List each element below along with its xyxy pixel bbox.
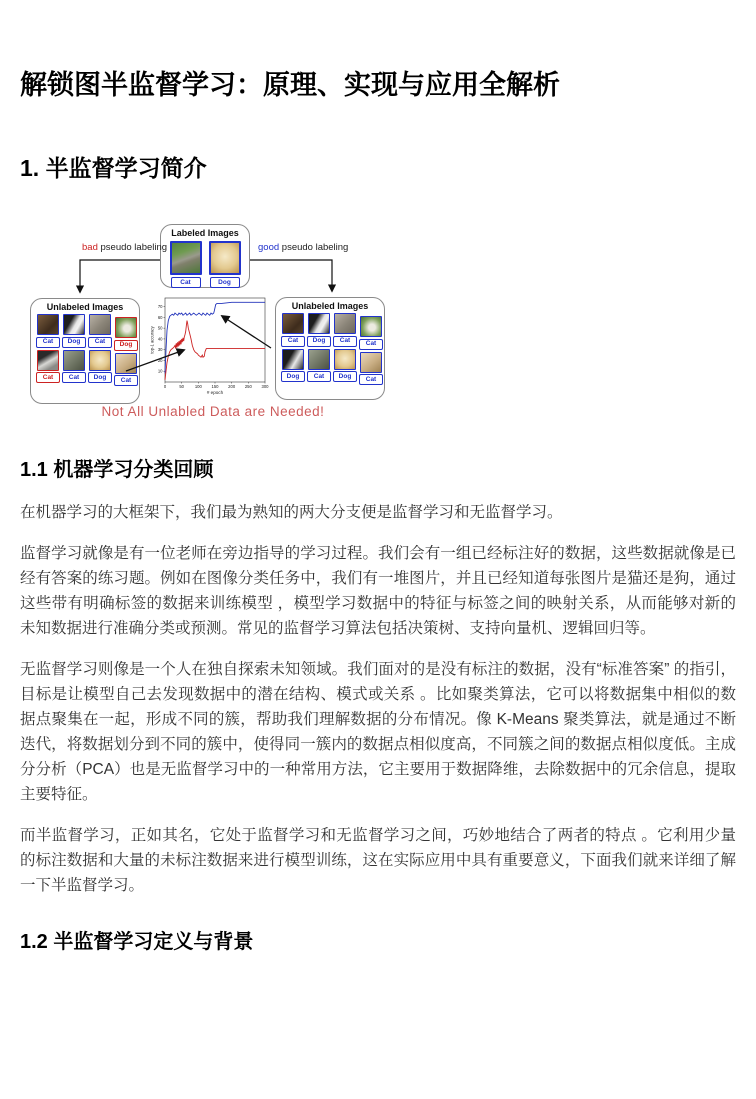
svg-text:150: 150 xyxy=(211,384,219,389)
section-1-heading: 1. 半监督学习简介 xyxy=(20,155,207,181)
bad-word: bad xyxy=(82,242,98,253)
pseudo-label-tag: Cat xyxy=(307,371,331,382)
unlabeled-left-grid xyxy=(31,313,139,383)
unlabeled-right-title: Unlabeled Images xyxy=(291,301,369,311)
animal-photo xyxy=(334,349,356,370)
unlabeled-images-box-right xyxy=(275,297,385,400)
unlabeled-item xyxy=(307,349,331,383)
animal-photo xyxy=(115,353,137,374)
dog-photo xyxy=(209,241,241,275)
unlabeled-item xyxy=(333,313,357,347)
svg-text:top-1 accuracy: top-1 accuracy xyxy=(149,326,155,354)
unlabeled-item xyxy=(36,350,60,384)
label-tag: Cat xyxy=(171,277,201,288)
svg-text:0: 0 xyxy=(163,384,167,389)
page-title: 解锁图半监督学习：原理、实现与应用全解析 xyxy=(20,70,560,100)
svg-text:70: 70 xyxy=(157,304,163,310)
pseudo-label-tag: Cat xyxy=(281,336,305,347)
pseudo-label-tag: Dog xyxy=(281,371,305,382)
animal-photo xyxy=(89,314,111,335)
unlabeled-item xyxy=(281,349,305,383)
pseudo-label-tag: Cat xyxy=(359,339,383,350)
animal-photo xyxy=(334,313,356,334)
pseudo-label-tag: Cat xyxy=(88,337,112,348)
unlabeled-item xyxy=(307,313,331,347)
labeled-item xyxy=(170,241,202,288)
animal-photo xyxy=(282,349,304,370)
svg-text:# epoch: # epoch xyxy=(206,390,224,395)
animal-photo xyxy=(63,350,85,371)
unlabeled-item xyxy=(359,352,383,386)
bad-pseudo-labeling-label xyxy=(82,242,168,253)
bad-rest: pseudo labeling xyxy=(97,242,168,253)
svg-text:250: 250 xyxy=(244,384,252,389)
unlabeled-item xyxy=(88,314,112,348)
unlabeled-item xyxy=(359,316,383,350)
paragraph-overview: 在机器学习的大框架下，我们最为熟知的两大分支便是监督学习和无监督学习。 xyxy=(20,504,563,521)
paragraph-semisupervised: 而半监督学习，正如其名，它处于监督学习和无监督学习之间，巧妙地结合了两者的特点 。它利用少量的标注数据和大量的未标注数据来进行模型训练，这在实际应用中具有重要意义，下面我们就来详细了解一下半监督学习。 xyxy=(20,827,736,894)
animal-photo xyxy=(308,313,330,334)
unlabeled-item xyxy=(36,314,60,348)
pseudo-label-tag: Dog xyxy=(88,372,112,383)
svg-text:20: 20 xyxy=(157,358,163,363)
unlabeled-item xyxy=(62,350,86,384)
animal-photo xyxy=(360,352,382,373)
labeled-box-title: Labeled Images xyxy=(171,228,239,238)
label-tag: Dog xyxy=(210,277,240,288)
pseudo-label-tag: Dog xyxy=(333,371,357,382)
pseudo-label-tag: Cat xyxy=(36,337,60,348)
cat-photo xyxy=(170,241,202,275)
animal-photo xyxy=(115,317,137,338)
unlabeled-item xyxy=(333,349,357,383)
unlabeled-item xyxy=(281,313,305,347)
animal-photo xyxy=(63,314,85,335)
unlabeled-item xyxy=(114,317,138,351)
pseudo-label-tag: Cat xyxy=(359,374,383,385)
svg-text:50: 50 xyxy=(179,384,185,389)
ssl-figure xyxy=(24,220,402,426)
pseudo-label-tag: Cat xyxy=(36,372,60,383)
pseudo-label-tag: Dog xyxy=(62,337,86,348)
animal-photo xyxy=(308,349,330,370)
unlabeled-right-grid xyxy=(276,312,384,382)
good-word: good xyxy=(258,242,280,253)
labeled-item xyxy=(209,241,241,288)
svg-text:200: 200 xyxy=(228,384,236,389)
animal-photo xyxy=(360,316,382,337)
unlabeled-left-title: Unlabeled Images xyxy=(46,302,124,312)
svg-text:300: 300 xyxy=(261,384,269,389)
unlabeled-item xyxy=(114,353,138,387)
labeled-box-row xyxy=(161,241,249,288)
unlabeled-images-box-left xyxy=(30,298,140,404)
good-rest: pseudo labeling xyxy=(279,242,349,253)
pseudo-label-tag: Dog xyxy=(307,336,331,347)
svg-text:10: 10 xyxy=(157,368,163,374)
figure-caption: Not All Unlabled Data are Needed! xyxy=(101,404,325,419)
labeled-images-box xyxy=(160,224,250,288)
paragraph-supervised: 监督学习就像是有一位老师在旁边指导的学习过程。我们会有一组已经标注好的数据，这些数据就像是已经有答案的练习题。例如在图像分类任务中，我们有一堆图片，并且已经知道每张图片是猫还是狗，通过这些带有明确标签的数据来训练模型 ，模型学习数据中的特征与标签之间的映射关系，从而能够对新的未知数据进行准确分类或预测。常见的监督学习算法包括决策树、支持向量机、逻辑回归等。 xyxy=(20,545,736,637)
svg-text:100: 100 xyxy=(194,384,202,389)
section-1-1-heading: 1.1 机器学习分类回顾 xyxy=(20,459,214,481)
section-1-2-heading: 1.2 半监督学习定义与背景 xyxy=(20,931,254,953)
svg-text:60: 60 xyxy=(157,314,163,320)
good-pseudo-labeling-label xyxy=(258,242,349,253)
animal-photo xyxy=(282,313,304,334)
paragraph-unsupervised: 无监督学习则像是一个人在独自探索未知领域。我们面对的是没有标注的数据，没有“标准答案” 的指引，目标是让模型自己去发现数据中的潜在结构、模式或关系 。比如聚类算法，它可以将数据集中相似的数据点聚集在一起，形成不同的簇，帮助我们理解数据的分布情况。像 K-Means 聚类算法，就是通过不断迭代，将数据划分到不同的簇中，使得同一簇内的数据点相似度高，不同簇之间的数据点相似度低。主成分分析（PCA）也是无监督学习中的一种常用方法，它主要用于数据降维，去除数据中的冗余信息，提取主要特征。 xyxy=(20,661,736,803)
accuracy-chart xyxy=(148,294,270,402)
pseudo-label-tag: Cat xyxy=(62,372,86,383)
good-branch-connector xyxy=(250,260,332,291)
bad-branch-connector xyxy=(80,260,160,292)
pseudo-label-tag: Dog xyxy=(114,340,138,351)
pseudo-label-tag: Cat xyxy=(333,336,357,347)
pseudo-label-tag: Cat xyxy=(114,375,138,386)
svg-text:50: 50 xyxy=(157,325,163,331)
unlabeled-item xyxy=(88,350,112,384)
animal-photo xyxy=(37,350,59,371)
animal-photo xyxy=(89,350,111,371)
svg-text:40: 40 xyxy=(157,336,163,342)
animal-photo xyxy=(37,314,59,335)
article-page xyxy=(0,66,756,956)
unlabeled-item xyxy=(62,314,86,348)
svg-text:30: 30 xyxy=(157,347,163,353)
